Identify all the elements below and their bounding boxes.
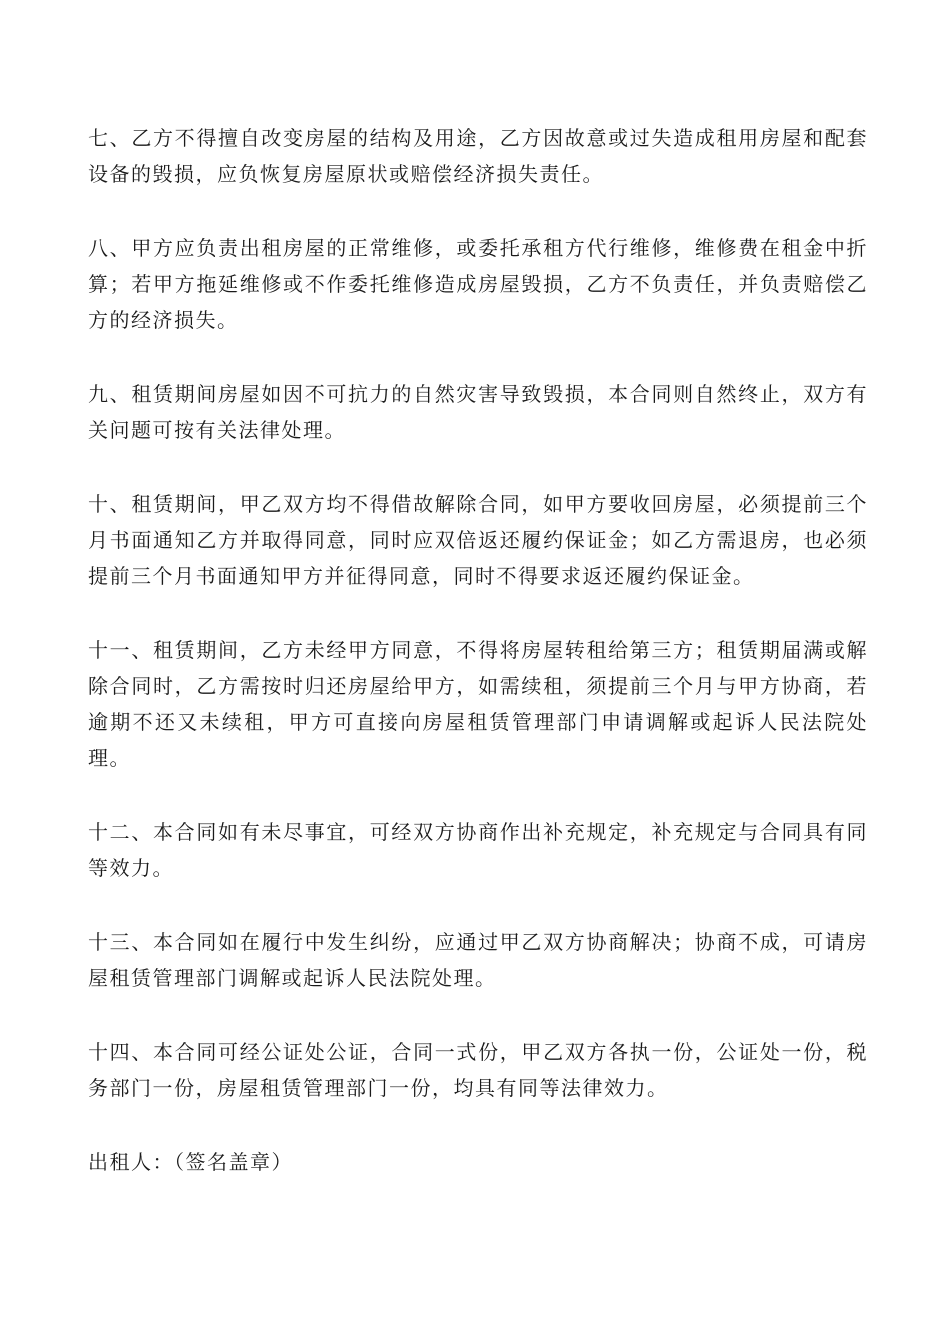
clause-7: 七、乙方不得擅自改变房屋的结构及用途，乙方因故意或过失造成租用房屋和配套设备的毁损，应负恢复房屋原状或赔偿经济损失责任。 [88,126,868,186]
clause-8: 八、甲方应负责出租房屋的正常维修，或委托承租方代行维修，维修费在租金中折算；若甲方拖延维修或不作委托维修造成房屋毁损，乙方不负责任，并负责赔偿乙方的经济损失。 [88,236,868,332]
clause-13: 十三、本合同如在履行中发生纠纷，应通过甲乙双方协商解决；协商不成，可请房屋租赁管理部门调解或起诉人民法院处理。 [88,930,868,990]
clause-14: 十四、本合同可经公证处公证，合同一式份，甲乙双方各执一份，公证处一份，税务部门一份，房屋租赁管理部门一份，均具有同等法律效力。 [88,1040,868,1100]
clause-9: 九、租赁期间房屋如因不可抗力的自然灾害导致毁损，本合同则自然终止，双方有关问题可按有关法律处理。 [88,382,868,442]
contract-body [88,120,868,1180]
lessor-signature-label: 出租人：（签名盖章） [88,1150,293,1174]
clause-12: 十二、本合同如有未尽事宜，可经双方协商作出补充规定，补充规定与合同具有同等效力。 [88,820,868,880]
clause-11: 十一、租赁期间，乙方未经甲方同意，不得将房屋转租给第三方；租赁期届满或解除合同时，乙方需按时归还房屋给甲方，如需续租，须提前三个月与甲方协商，若逾期不还又未续租，甲方可直接向房屋租赁管理部门申请调解或起诉人民法院处理。 [88,638,868,770]
clause-10: 十、租赁期间，甲乙双方均不得借故解除合同，如甲方要收回房屋，必须提前三个月书面通知乙方并取得同意，同时应双倍返还履约保证金；如乙方需退房，也必须提前三个月书面通知甲方并征得同意，同时不得要求返还履约保证金。 [88,492,868,588]
